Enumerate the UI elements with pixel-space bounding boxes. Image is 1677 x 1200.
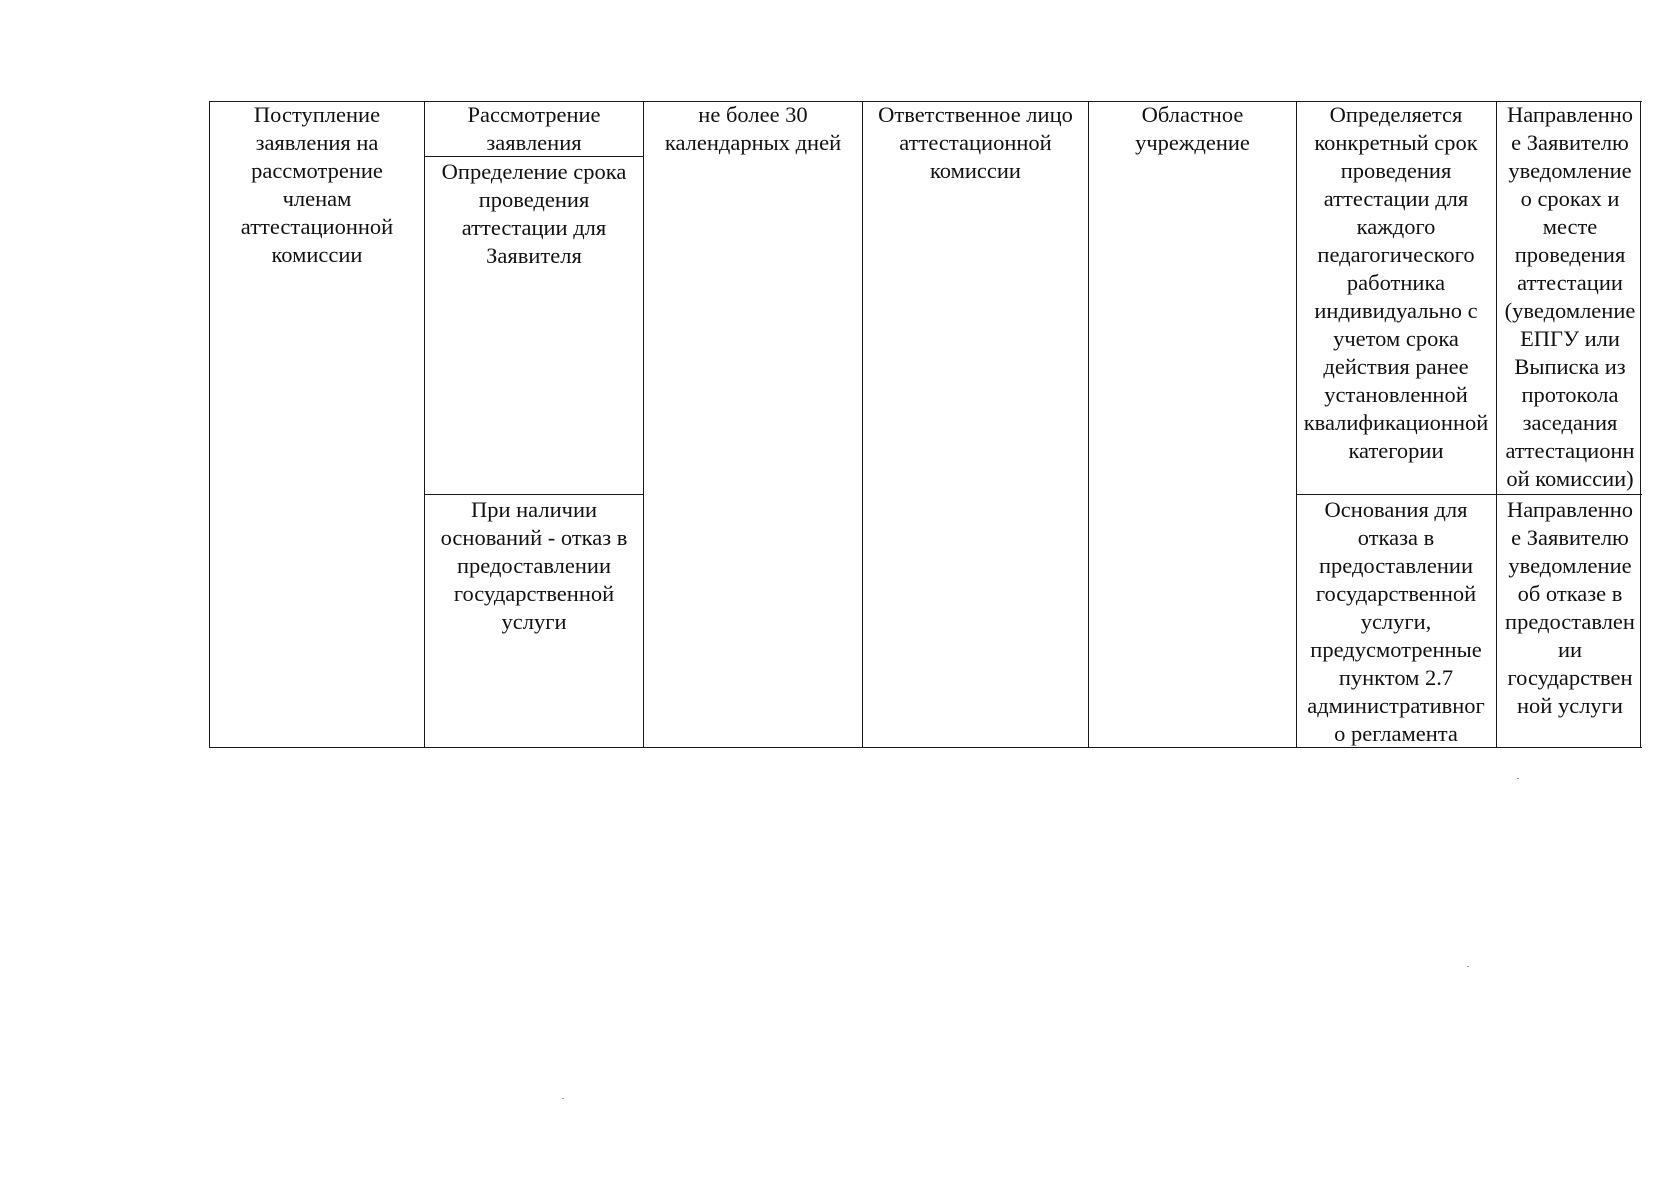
- cell-result-criteria-term: Определяется конкретный срок проведения аттестации для каждого педагогического работника индивидуально с учетом срока действия ранее установленной квалификационной категории: [1303, 102, 1489, 463]
- cell-application-receipt: Поступление заявления на рассмотрение членам аттестационной комиссии: [240, 102, 394, 267]
- col-divider-4: [1088, 101, 1089, 748]
- cell-term-limit: не более 30 календарных дней: [664, 102, 842, 155]
- scan-speck: [562, 1098, 564, 1099]
- cell-responsible-person: Ответственное лицо аттестационной комиссии: [878, 102, 1073, 183]
- cell-refusal-grounds: Основания для отказа в предоставлении государственной услуги, предусмотренные пунктом 2.7 административног о регламента: [1307, 497, 1485, 746]
- col-divider-2: [643, 101, 644, 748]
- cell-refusal-if-grounds: При наличии оснований - отказ в предоставлении государственной услуги: [440, 497, 628, 634]
- cell-result-notification-refusal: Направленно е Заявителю уведомление об отказе в предоставлен ии государствен ной услуги: [1505, 497, 1635, 718]
- scan-speck: [1517, 778, 1519, 779]
- cell-result-notification-term: Направленно е Заявителю уведомление о сроках и месте проведения аттестации (уведомление ЕПГУ или Выписка из протокола заседания аттестационн ой комиссии): [1504, 102, 1636, 491]
- col-divider-3: [862, 101, 863, 748]
- cell-regional-institution: Областное учреждение: [1135, 102, 1250, 155]
- cell-application-review: Рассмотрение заявления: [467, 102, 601, 155]
- cell-define-attestation-term: Определение срока проведения аттестации для Заявителя: [441, 159, 627, 268]
- scan-speck: [1467, 966, 1469, 967]
